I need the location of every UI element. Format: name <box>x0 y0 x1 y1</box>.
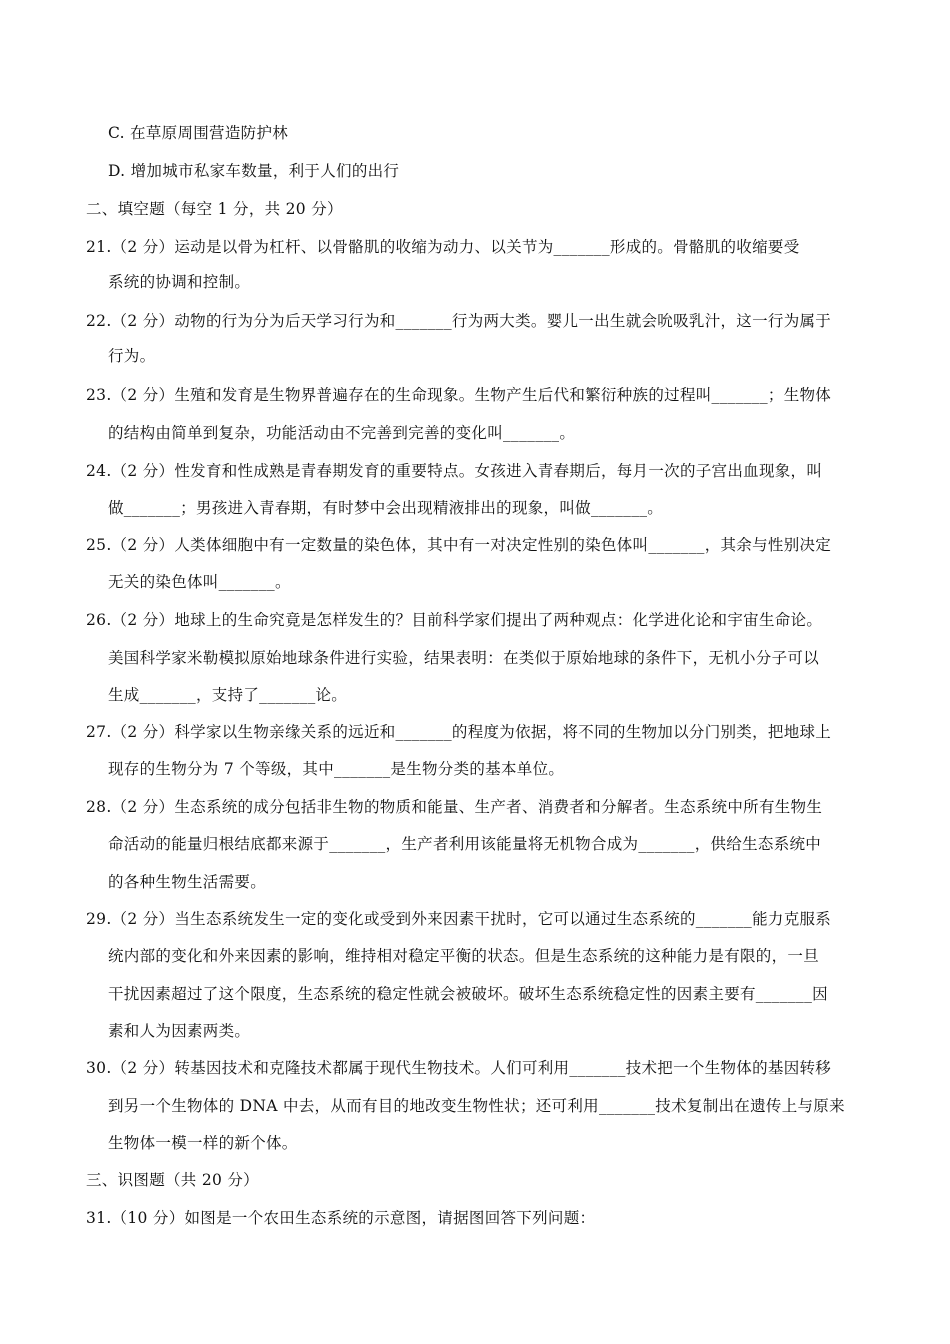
question-28-line-1: 28.（2 分）生态系统的成分包括非生物的物质和能量、生产者、消费者和分解者。生态系统中所有生物生 <box>86 798 823 816</box>
question-21-line-2: 系统的协调和控制。 <box>108 273 251 291</box>
question-28-line-2: 命活动的能量归根结底都来源于_______，生产者利用该能量将无机物合成为_______，供给生态系统中 <box>108 835 822 853</box>
question-21-line-1: 21.（2 分）运动是以骨为杠杆、以骨骼肌的收缩为动力、以关节为_______形成的。骨骼肌的收缩要受 <box>86 238 800 256</box>
question-23-line-1: 23.（2 分）生殖和发育是生物界普遍存在的生命现象。生物产生后代和繁衍种族的过程叫_______；生物体 <box>86 386 832 404</box>
question-25-line-1: 25.（2 分）人类体细胞中有一定数量的染色体，其中有一对决定性别的染色体叫_______，其余与性别决定 <box>86 536 832 554</box>
question-26-line-2: 美国科学家米勒模拟原始地球条件进行实验，结果表明：在类似于原始地球的条件下，无机小分子可以 <box>108 649 820 667</box>
question-22-line-1: 22.（2 分）动物的行为分为后天学习行为和_______行为两大类。婴儿一出生就会吮吸乳汁，这一行为属于 <box>86 312 832 330</box>
question-24-line-1: 24.（2 分）性发育和性成熟是青春期发育的重要特点。女孩进入青春期后，每月一次的子宫出血现象，叫 <box>86 462 823 480</box>
question-28-line-3: 的各种生物生活需要。 <box>108 873 267 891</box>
question-26-line-1: 26.（2 分）地球上的生命究竟是怎样发生的？目前科学家们提出了两种观点：化学进化论和宇宙生命论。 <box>86 611 823 629</box>
question-29-line-1: 29.（2 分）当生态系统发生一定的变化或受到外来因素干扰时，它可以通过生态系统的_______能力克服系 <box>86 910 832 928</box>
section-heading-diagram: 三、识图题（共 20 分） <box>86 1171 259 1189</box>
question-23-line-2: 的结构由简单到复杂，功能活动由不完善到完善的变化叫_______。 <box>108 424 576 442</box>
question-30-line-3: 生物体一模一样的新个体。 <box>108 1134 298 1152</box>
question-30-line-1: 30.（2 分）转基因技术和克隆技术都属于现代生物技术。人们可利用_______技术把一个生物体的基因转移 <box>86 1059 832 1077</box>
question-27-line-1: 27.（2 分）科学家以生物亲缘关系的远近和_______的程度为依据，将不同的生物加以分门别类，把地球上 <box>86 723 832 741</box>
option-c: C. 在草原周围营造防护林 <box>108 124 289 142</box>
option-d: D. 增加城市私家车数量，利于人们的出行 <box>108 162 400 180</box>
section-heading-fill-blank: 二、填空题（每空 1 分，共 20 分） <box>86 200 343 218</box>
question-24-line-2: 做_______；男孩进入青春期，有时梦中会出现精液排出的现象，叫做_______。 <box>108 499 664 517</box>
question-29-line-4: 素和人为因素两类。 <box>108 1022 251 1040</box>
question-29-line-2: 统内部的变化和外来因素的影响，维持相对稳定平衡的状态。但是生态系统的这种能力是有限的，一旦 <box>108 947 820 965</box>
question-26-line-3: 生成_______，支持了_______论。 <box>108 686 348 704</box>
question-25-line-2: 无关的染色体叫_______。 <box>108 573 291 591</box>
question-31-line-1: 31.（10 分）如图是一个农田生态系统的示意图，请据图回答下列问题： <box>86 1209 596 1227</box>
question-22-line-2: 行为。 <box>108 347 156 365</box>
question-29-line-3: 干扰因素超过了这个限度，生态系统的稳定性就会被破坏。破坏生态系统稳定性的因素主要有_______因 <box>108 985 828 1003</box>
question-30-line-2: 到另一个生物体的 DNA 中去，从而有目的地改变生物性状；还可利用_______技术复制出在遗传上与原来 <box>108 1097 845 1115</box>
question-27-line-2: 现存的生物分为 7 个等级，其中_______是生物分类的基本单位。 <box>108 760 565 778</box>
